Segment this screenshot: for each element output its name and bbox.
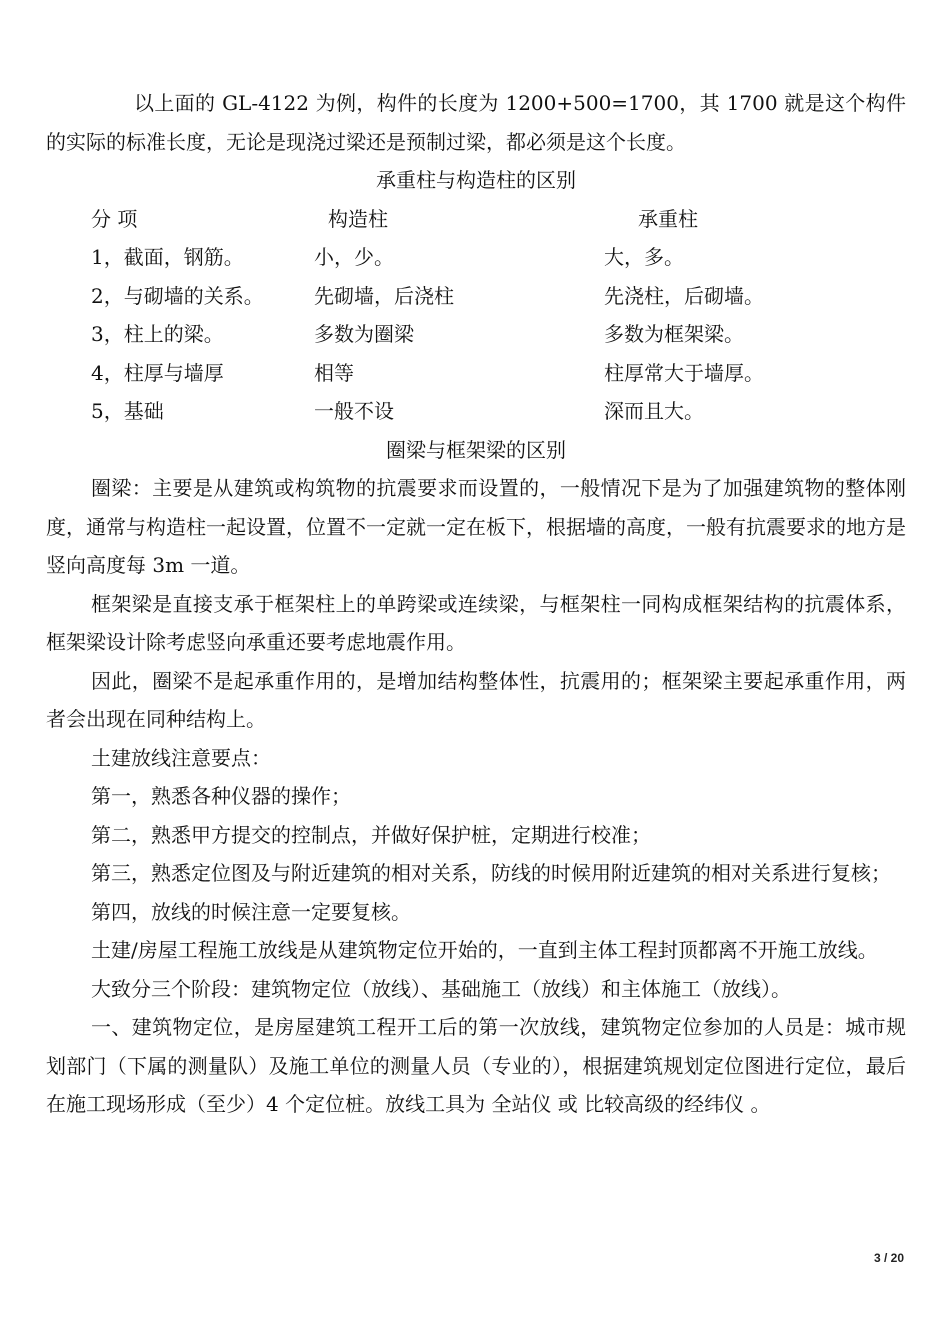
table-cell: 小，少。 xyxy=(314,245,394,269)
paragraph-frame-beam: 框架梁是直接支承于框架柱上的单跨梁或连续梁，与框架柱一同构成框架结构的抗震体系，框架梁设计除考虑竖向承重还要考虑地震作用。 xyxy=(46,591,906,654)
section-title: 圈梁与框架梁的区别 xyxy=(386,437,566,462)
table-cell: 柱厚常大于墙厚。 xyxy=(604,360,764,385)
comparison-table xyxy=(46,200,906,431)
table-row xyxy=(46,238,906,277)
header-item: 分 项 xyxy=(91,206,138,231)
table-cell: 3，柱上的梁。 xyxy=(91,322,224,346)
paragraph-layout-points-title: 土建放线注意要点： xyxy=(91,745,271,770)
paragraph-layout-intro: 土建/房屋工程施工放线是从建筑物定位开始的，一直到主体工程封顶都离不开施工放线。 xyxy=(91,938,878,962)
table-header-row xyxy=(46,200,906,239)
table-cell: 先砌墙，后浇柱 xyxy=(314,283,454,308)
table-row xyxy=(46,354,906,393)
table-cell: 深而且大。 xyxy=(604,399,704,423)
table-cell: 5，基础 xyxy=(91,399,164,423)
paragraph-point-1: 第一，熟悉各种仪器的操作； xyxy=(91,784,351,808)
table-cell: 4，柱厚与墙厚 xyxy=(91,360,224,385)
table-cell: 多数为框架梁。 xyxy=(604,322,744,346)
table-title: 承重柱与构造柱的区别 xyxy=(376,168,576,192)
page-number: 3 / 20 xyxy=(873,1251,904,1265)
table-cell: 多数为圈梁 xyxy=(314,322,414,346)
table-cell: 1，截面，钢筋。 xyxy=(91,245,244,269)
paragraph-point-3: 第三，熟悉定位图及与附近建筑的相对关系，防线的时候用附近建筑的相对关系进行复核； xyxy=(91,861,891,885)
paragraph-stage-1: 一、建筑物定位，是房屋建筑工程开工后的第一次放线，建筑物定位参加的人员是：城市规划部门（下属的测量队）及施工单位的测量人员（专业的），根据建筑规划定位图进行定位，最后在施工现场形成（至少）4 个定位桩。放线工具为 全站仪 或 比较高级的经纬仪 。 xyxy=(46,1015,906,1116)
table-cell: 相等 xyxy=(314,360,354,385)
table-cell: 先浇柱，后砌墙。 xyxy=(604,283,764,308)
table-row xyxy=(46,277,906,316)
paragraph-ring-beam: 圈梁：主要是从建筑或构筑物的抗震要求而设置的，一般情况下是为了加强建筑物的整体刚度，通常与构造柱一起设置，位置不一定就一定在板下，根据墙的高度，一般有抗震要求的地方是竖向高度每 3m 一道。 xyxy=(46,476,906,577)
page-content xyxy=(46,84,906,1124)
paragraph-point-2: 第二，熟悉甲方提交的控制点，并做好保护桩，定期进行校准； xyxy=(91,822,651,847)
table-row xyxy=(46,315,906,354)
header-bearing-column: 承重柱 xyxy=(638,206,698,231)
table-cell: 2，与砌墙的关系。 xyxy=(91,283,264,308)
table-row xyxy=(46,392,906,431)
header-constructional-column: 构造柱 xyxy=(328,206,388,231)
table-cell: 一般不设 xyxy=(314,399,394,423)
paragraph-point-4: 第四，放线的时候注意一定要复核。 xyxy=(91,899,411,924)
intro-paragraph: 以上面的 GL-4122 为例，构件的长度为 1200+500=1700，其 1700 就是这个构件的实际的标准长度，无论是现浇过梁还是预制过梁，都必须是这个长度。 xyxy=(46,91,906,154)
paragraph-three-stages: 大致分三个阶段：建筑物定位（放线）、基础施工（放线）和主体施工（放线）。 xyxy=(91,976,791,1001)
table-cell: 大，多。 xyxy=(604,245,684,269)
paragraph-conclusion: 因此，圈梁不是起承重作用的，是增加结构整体性，抗震用的；框架梁主要起承重作用，两者会出现在同种结构上。 xyxy=(46,668,906,731)
